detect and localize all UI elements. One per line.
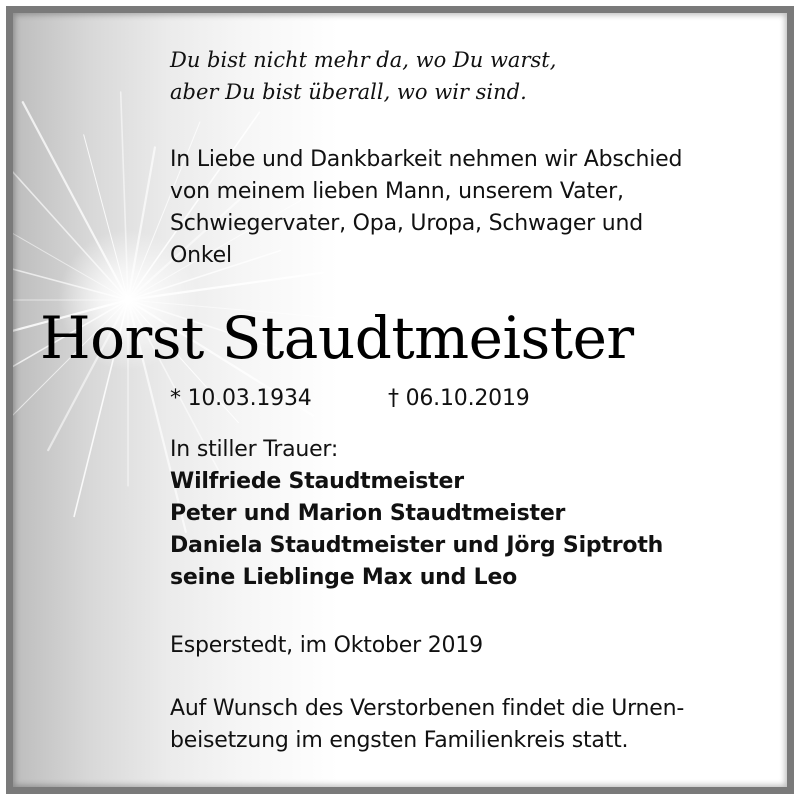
place-and-date: Esperstedt, im Oktober 2019 (170, 633, 483, 658)
burial-note (170, 693, 684, 757)
intro-line: Schwiegervater, Opa, Uropa, Schwager und (170, 211, 644, 236)
note-line: Auf Wunsch des Verstorbenen findet die Urnen- (170, 696, 685, 721)
life-dates (170, 383, 530, 415)
note-line: beisetzung im engsten Familienkreis statt. (170, 728, 629, 753)
mourners-list (170, 466, 663, 594)
intro-line: In Liebe und Dankbarkeit nehmen wir Abschied (170, 147, 683, 172)
farewell-intro (170, 144, 682, 272)
mourning-heading: In stiller Trauer: (170, 437, 339, 462)
mourner-name: Daniela Staudtmeister und Jörg Siptroth (170, 533, 664, 558)
deceased-name: Horst Staudtmeister (40, 304, 634, 372)
death-date: † 06.10.2019 (388, 386, 530, 411)
mourner-name: Wilfriede Staudtmeister (170, 469, 464, 494)
quote-line: Du bist nicht mehr da, wo Du warst, (170, 48, 557, 72)
memorial-quote (170, 44, 556, 108)
mourner-name: Peter und Marion Staudtmeister (170, 501, 566, 526)
birth-date: * 10.03.1934 (170, 386, 312, 411)
intro-line: Onkel (170, 243, 232, 268)
intro-line: von meinem lieben Mann, unserem Vater, (170, 179, 624, 204)
quote-line: aber Du bist überall, wo wir sind. (170, 80, 527, 104)
mourner-name: seine Lieblinge Max und Leo (170, 565, 518, 590)
